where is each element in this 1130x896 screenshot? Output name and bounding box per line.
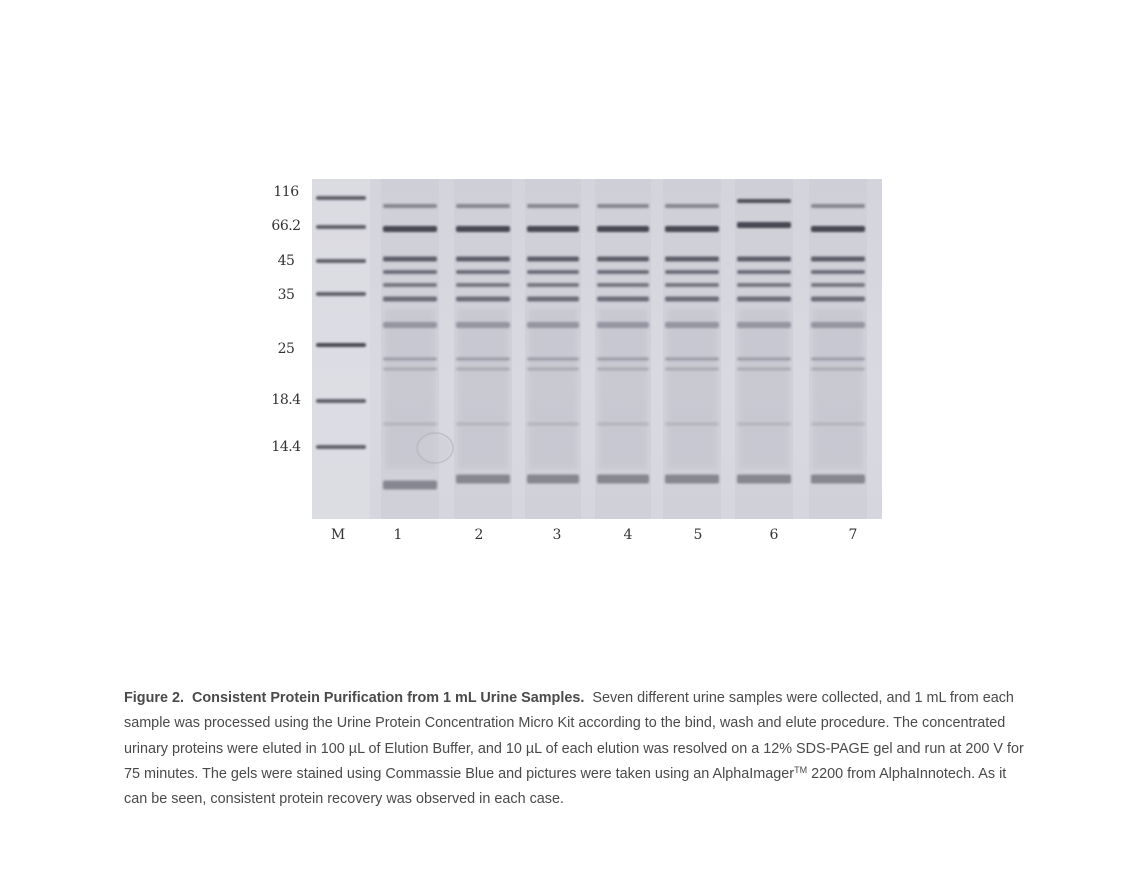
lane-label-1: 1 — [393, 527, 403, 543]
gel-band — [383, 270, 437, 274]
gel-band — [811, 226, 865, 232]
gel-band — [811, 297, 865, 302]
gel-band — [737, 222, 791, 228]
gel-band — [456, 226, 510, 232]
gel-band — [456, 270, 510, 274]
gel-band — [811, 475, 865, 484]
gel-band — [316, 399, 366, 403]
gel-band — [527, 297, 579, 302]
gel-band — [383, 257, 437, 262]
gel-band — [599, 309, 647, 469]
lane-label-6: 6 — [769, 527, 779, 543]
gel-band — [316, 196, 366, 200]
gel-band — [527, 226, 579, 232]
gel-band — [813, 309, 863, 469]
lane-label-4: 4 — [623, 527, 633, 543]
gel-band — [597, 270, 649, 274]
caption-title: Consistent Protein Purification from 1 mL Urine Samples. — [191, 690, 585, 706]
gel-band — [312, 179, 370, 519]
gel-band — [811, 270, 865, 274]
lane-label-3: 3 — [552, 527, 562, 543]
gel-band — [665, 226, 719, 232]
gel-band — [316, 259, 366, 263]
lane-label-m: M — [330, 527, 346, 543]
caption-body-part2: 2200 from AlphaInnotech. As it can be seen, consistent protein recovery was observed in each case. — [124, 765, 1007, 808]
gel-band — [665, 297, 719, 302]
gel-band — [811, 204, 865, 208]
gel-band — [665, 283, 719, 287]
gel-band — [456, 257, 510, 262]
gel-band — [597, 475, 649, 484]
gel-band — [316, 445, 366, 449]
gel-band — [527, 204, 579, 208]
gel-band — [597, 226, 649, 232]
gel-band — [316, 225, 366, 229]
gel-band — [383, 481, 437, 490]
gel-bands — [312, 179, 882, 519]
marker-label-14-4: 14.4 — [262, 439, 310, 455]
gel-band — [665, 475, 719, 484]
gel-band — [737, 270, 791, 274]
marker-label-45: 45 — [262, 253, 310, 269]
lane-label-5: 5 — [693, 527, 703, 543]
gel-band — [316, 343, 366, 347]
gel-band — [527, 475, 579, 484]
gel-band — [527, 283, 579, 287]
caption-trademark: TM — [794, 764, 808, 775]
gel-band — [597, 283, 649, 287]
gel-band — [529, 309, 577, 469]
gel-band — [737, 475, 791, 484]
gel-band — [737, 283, 791, 287]
gel-band — [737, 297, 791, 302]
gel-band — [456, 297, 510, 302]
lane-label-2: 2 — [474, 527, 484, 543]
gel-band — [811, 283, 865, 287]
sds-page-gel-image — [312, 179, 882, 519]
gel-band — [383, 226, 437, 232]
gel-band — [456, 475, 510, 484]
lane-label-7: 7 — [848, 527, 858, 543]
gel-band — [737, 257, 791, 262]
gel-band — [316, 292, 366, 296]
gel-band — [811, 257, 865, 262]
caption-figure-label: Figure 2. — [124, 690, 184, 706]
marker-label-18-4: 18.4 — [262, 392, 310, 408]
gel-band — [667, 309, 717, 469]
marker-label-116: 116 — [262, 184, 310, 200]
gel-band — [737, 199, 791, 203]
gel-band — [527, 270, 579, 274]
figure-caption — [124, 686, 1024, 812]
gel-band — [456, 283, 510, 287]
gel-band — [739, 309, 789, 469]
gel-band — [458, 309, 508, 469]
marker-label-66-2: 66.2 — [262, 218, 310, 234]
marker-label-25: 25 — [262, 341, 310, 357]
gel-band — [597, 297, 649, 302]
gel-band — [456, 204, 510, 208]
gel-band — [527, 257, 579, 262]
gel-band — [383, 283, 437, 287]
marker-label-35: 35 — [262, 287, 310, 303]
gel-band — [383, 297, 437, 302]
caption-body-part1: Seven different urine samples were collected, and 1 mL from each sample was processed using the Urine Protein Concentration Micro Kit according to the bind, wash and elute procedure. The concentrated urinary proteins were eluted in 100 µL of Elution Buffer, and 10 µL of each elution was resolved on a 12% SDS-PAGE gel and run at 200 V for 75 minutes. The gels were stained using Commassie Blue and pictures were taken using an AlphaImager — [124, 690, 1024, 782]
gel-band — [383, 204, 437, 208]
gel-band — [597, 204, 649, 208]
gel-band — [665, 257, 719, 262]
gel-band — [665, 204, 719, 208]
gel-band — [665, 270, 719, 274]
gel-band — [597, 257, 649, 262]
